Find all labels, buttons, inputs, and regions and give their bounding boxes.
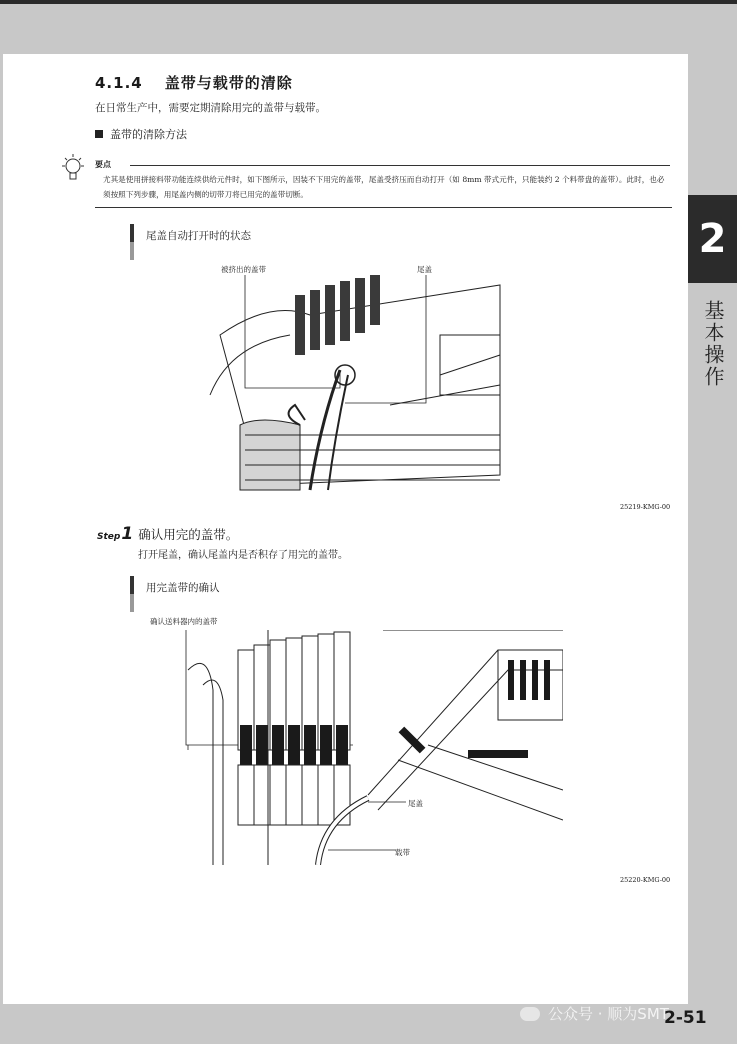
- subheading: 盖带的清除方法: [95, 126, 187, 142]
- figure1-caption: 尾盖自动打开时的状态: [146, 230, 251, 242]
- figure2-code: 25220-KMG-00: [620, 876, 671, 884]
- page-number: 2-51: [664, 1008, 707, 1028]
- note-text: 尤其是使用拼接料带功能连续供给元件时，如下图所示，因装不下用完的盖带，尾盖受挤压而自动打开（如 8mm 带式元件，只能装约 2 个料带盘的盖带）。此时，也必须按照下列步骤，用尾盖内侧的切带刀将已用完的盖带切断。: [103, 175, 665, 199]
- figure1-illustration: [200, 275, 510, 495]
- note-divider-top: [130, 165, 670, 166]
- caption-bar: [130, 224, 134, 242]
- watermark: 公众号 · 顺为SMT: [520, 1003, 669, 1024]
- step1-text: 打开尾盖，确认尾盖内是否积存了用完的盖带。: [138, 550, 348, 561]
- chapter-tab: [688, 195, 737, 283]
- caption-bar: [130, 576, 134, 594]
- chapter-label: 基本操作: [701, 300, 725, 388]
- figure2-illustration: [168, 630, 563, 865]
- figure2-label-tail-cover: 尾盖: [408, 799, 423, 808]
- step-title: 确认用完的盖带。: [138, 527, 239, 542]
- caption-bar-shade: [130, 242, 134, 260]
- caption-bar-shade: [130, 594, 134, 612]
- section-title: 盖带与载带的清除: [164, 74, 293, 92]
- figure1-code: 25219-KMG-00: [620, 503, 671, 511]
- note-label: 要点: [95, 160, 111, 169]
- step-word: Step: [97, 532, 121, 542]
- figure1-label-tail-cover: 尾盖: [417, 265, 432, 274]
- figure2-label-check: 确认送料器内的盖带: [150, 617, 218, 626]
- figure2-caption: 用完盖带的确认: [146, 582, 220, 594]
- wechat-icon: [520, 1007, 540, 1021]
- figure1-label-pushed-tape: 被挤出的盖带: [221, 265, 266, 274]
- section-number: 4.1.4: [95, 74, 143, 92]
- figure2-label-carrier-tape: 载带: [395, 848, 410, 857]
- top-bar: [0, 0, 737, 4]
- square-bullet-icon: [95, 130, 103, 138]
- chapter-number: 2: [698, 216, 727, 262]
- intro-text: 在日常生产中，需要定期清除用完的盖带与载带。: [95, 102, 326, 114]
- step-number: 1: [121, 524, 134, 544]
- lightbulb-icon: [58, 152, 88, 186]
- step1-heading: [97, 524, 238, 544]
- note-divider-bottom: [95, 207, 672, 208]
- section-heading: [95, 72, 293, 93]
